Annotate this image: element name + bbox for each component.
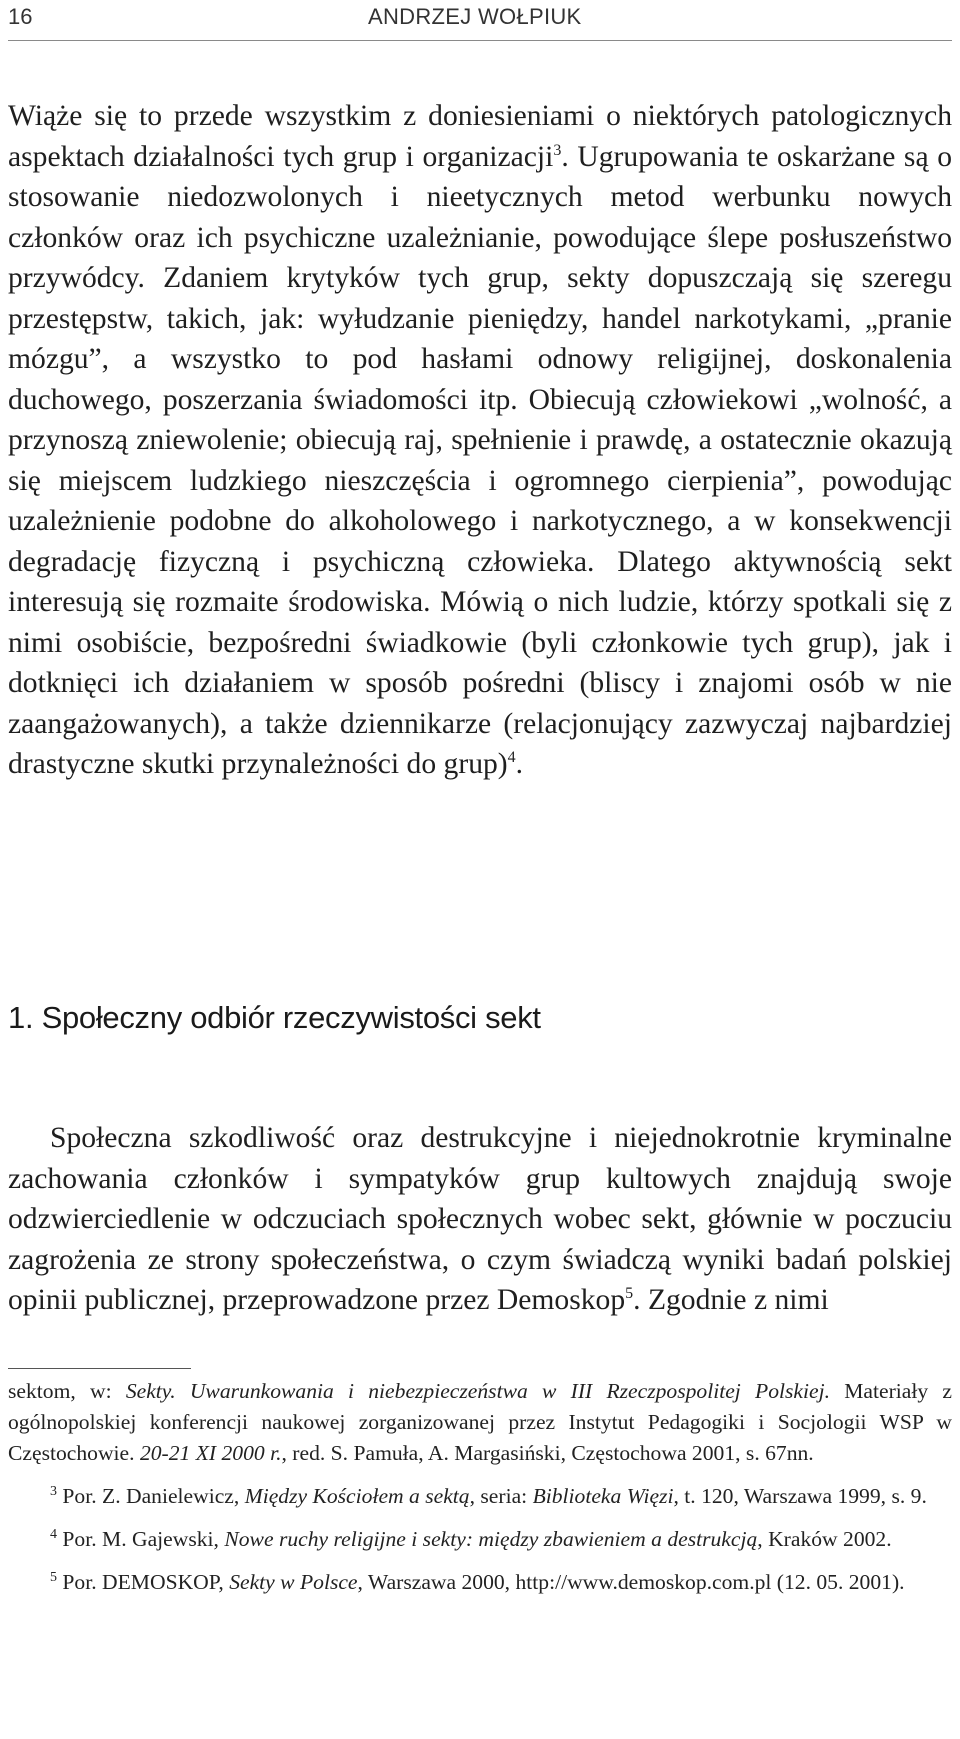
footnote-5-text-c: , Warszawa 2000, http://www.demoskop.com.pl (12. 05. 2001). — [357, 1570, 905, 1594]
running-head — [8, 0, 952, 34]
footnote-3-title: Między Kościołem a sektą — [244, 1484, 470, 1508]
footnote-continued-text-e: , red. S. Pamuła, A. Margasiński, Częstochowa 2001, s. 67nn. — [281, 1441, 814, 1465]
body-paragraph-1 — [8, 96, 952, 785]
header-rule — [8, 40, 952, 41]
footnote-5 — [8, 1567, 952, 1598]
footnote-4-mark: 4 — [50, 1526, 57, 1542]
footnote-continued-text-c: Materiały z ogólnopolskiej konferencji naukowej zorganizowanej przez Instytut Pedagogiki i Socjologii WSP w Częstochowie. — [8, 1379, 952, 1465]
footnote-ref-4: 4 — [507, 749, 516, 767]
footnote-4 — [8, 1524, 952, 1555]
footnote-3-mark: 3 — [50, 1483, 57, 1499]
running-head-author: ANDRZEJ WOŁPIUK — [368, 4, 582, 29]
footnote-4-title: Nowe ruchy religijne i sekty: między zbawieniem a destrukcją — [224, 1527, 758, 1551]
footnote-5-text-a: Por. DEMOSKOP, — [57, 1570, 230, 1594]
page-number: 16 — [8, 4, 33, 29]
footnote-continued-text-a: sektom, w: — [8, 1379, 126, 1403]
paragraph-1-text-end: . — [515, 748, 524, 780]
footnotes — [8, 1376, 952, 1610]
footnote-3-text-c: , seria: — [469, 1484, 533, 1508]
footnote-4-text-a: Por. M. Gajewski, — [57, 1527, 225, 1551]
footnote-5-title: Sekty w Polsce — [229, 1570, 358, 1594]
footnote-continued-title: Sekty. Uwarunkowania i niebezpieczeństwa w III Rzeczpospolitej Polskiej. — [125, 1379, 830, 1403]
footnote-separator — [8, 1368, 191, 1369]
paragraph-1-text-b: . Ugrupowania te oskarżane są o stosowanie niedozwolonych i nieetycznych metod werbunku nowych członków oraz ich psychiczne uzależnianie, powodujące ślepe posłuszeństwo przywódcy. Zdaniem krytyków tych grup, sekty dopuszczają się szeregu przestępstw, takich, jak: wyłudzanie pieniędzy, handel narkotykami, „pranie mózgu”, a wszystko to pod hasłami odnowy religijnej, doskonalenia duchowego, poszerzania świadomości itp. Obiecują człowiekowi „wolność, a przynoszą zniewolenie; obiecują raj, spełnienie i prawdę, a ostatecznie okazują się miejscem ludzkiego nieszczęścia i ogromnego cierpienia”, powodując uzależnienie podobne do alkoholowego i narkotycznego, a w konsekwencji degradację fizyczną i psychiczną człowieka. Dlatego aktywnością sekt interesują się rozmaite środowiska. Mówią o nich ludzie, którzy spotkali się z nimi osobiście, bezpośredni świadkowie (byli członkowie tych grup), jak i dotknięci ich działaniem w sposób pośredni (bliscy i znajomi osób w nie zaangażowanych), a także dziennikarze (relacjonujący zazwyczaj najbardziej drastyczne skutki przynależności do grup) — [8, 140, 952, 780]
footnote-continued — [8, 1376, 952, 1469]
footnote-3 — [8, 1481, 952, 1512]
footnote-3-text-a: Por. Z. Danielewicz, — [57, 1484, 245, 1508]
footnote-ref-5: 5 — [625, 1285, 634, 1303]
footnote-5-mark: 5 — [50, 1569, 57, 1585]
footnote-3-series: Biblioteka Więzi — [532, 1484, 674, 1508]
footnote-3-text-e: , t. 120, Warszawa 1999, s. 9. — [673, 1484, 927, 1508]
footnote-4-text-c: , Kraków 2002. — [757, 1527, 892, 1551]
footnote-continued-date: 20-21 XI 2000 r. — [139, 1441, 282, 1465]
body-paragraph-2 — [8, 1118, 952, 1321]
paragraph-2-text-b: . Zgodnie z nimi — [633, 1284, 829, 1316]
paragraph-2-text-a: Społeczna szkodliwość oraz destrukcyjne i niejednokrotnie kryminalne zachowania członków i sympatyków grup kultowych znajdują swoje odzwierciedlenie w odczuciach społecznych wobec sekt, głównie w poczuciu zagrożenia ze strony społeczeństwa, o czym świadczą wyniki badań polskiej opinii publicznej, przeprowadzone przez Demoskop — [8, 1122, 952, 1316]
paragraph-1-text-a: Wiąże się to przede wszystkim z doniesieniami o niektórych patologicznych aspektach działalności tych grup i organizacji — [8, 100, 952, 173]
footnote-ref-3: 3 — [553, 141, 562, 159]
section-heading: 1. Społeczny odbiór rzeczywistości sekt — [8, 1000, 541, 1035]
